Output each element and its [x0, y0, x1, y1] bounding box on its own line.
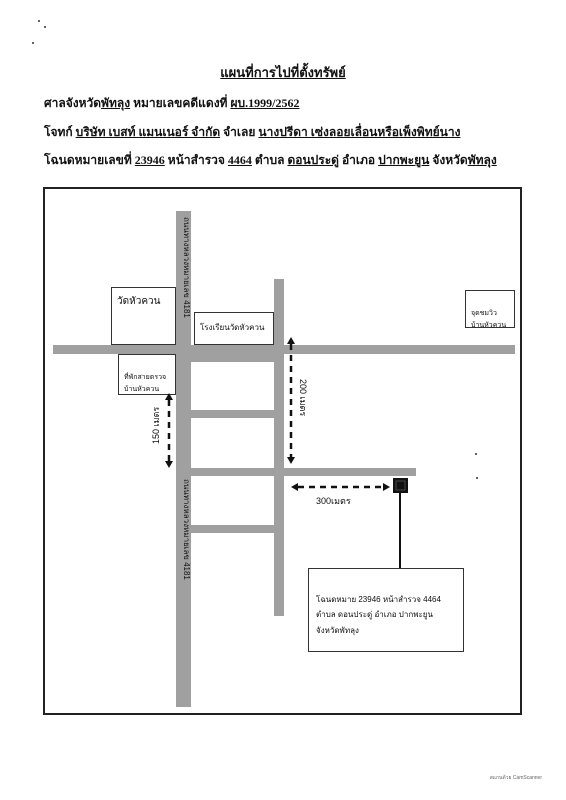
- scan-speck: [475, 453, 477, 455]
- page-title: แผนที่การไปที่ตั้งทรัพย์: [220, 65, 346, 80]
- temple-label: วัดหัวควน: [117, 296, 161, 307]
- scanner-watermark: สแกนด้วย CamScanner: [489, 775, 542, 781]
- survey-value: 4464: [227, 153, 252, 167]
- deed-line: [44, 151, 497, 170]
- arrowhead-up-200: [287, 337, 295, 344]
- scan-speck: [476, 477, 478, 479]
- distance-label-200: 200 เมตร: [298, 379, 308, 417]
- arrowhead-down-200: [287, 457, 295, 464]
- defendant-value: นางปรีดา เซ่งลอยเลื่อนหรือเพ็งพิทย์นาง: [258, 125, 461, 139]
- case-value: ผบ.1999/2562: [230, 96, 300, 110]
- subdistrict-label: ตำบล: [254, 153, 285, 167]
- property-info-text: โฉนดหมาย 23946 หน้าสำรวจ 4464 ตำบล ดอนประดู่ อำเภอ ปากพะยูน จังหวัดพัทลุง: [316, 595, 441, 635]
- province-value: พัทลุง: [467, 153, 497, 167]
- district-label: อำเภอ: [341, 153, 376, 167]
- court-line: [44, 94, 299, 113]
- police-box-label: ที่พักสายตรวจ บ้านหัวควน: [124, 373, 167, 394]
- subdistrict-value: ดอนประดู่: [287, 153, 339, 167]
- arrowhead-down-150: [165, 461, 173, 468]
- plaintiff-label: โจทก์: [44, 125, 73, 139]
- survey-label: หน้าสำรวจ: [167, 153, 225, 167]
- checkpoint-label: จุดชมวิว บ้านหัวควน: [471, 309, 507, 329]
- district-value: ปากพะยูน: [378, 153, 430, 167]
- defendant-label: จำเลย: [223, 125, 256, 139]
- scan-speck: [32, 42, 34, 44]
- school-label: โรงเรียนวัดหัวควน: [200, 323, 265, 332]
- scan-speck: [38, 20, 40, 22]
- case-label: หมายเลขคดีแดงที่: [133, 96, 228, 110]
- deed-label: โฉนดหมายเลขที่: [44, 153, 132, 167]
- arrowhead-right-300: [383, 483, 390, 491]
- scan-speck: [44, 26, 46, 28]
- property-marker: [393, 478, 408, 493]
- arrowhead-up-150: [165, 393, 173, 400]
- distance-label-150: 150 เมตร: [151, 406, 161, 444]
- court-value: พัทลุง: [101, 96, 131, 110]
- plaintiff-value: บริษัท เบสท์ แมนเนอร์ จำกัด: [75, 125, 221, 139]
- arrowhead-left-300: [291, 483, 298, 491]
- province-label: จังหวัด: [432, 153, 468, 167]
- distance-label-300: 300เมตร: [316, 496, 351, 506]
- highway-label-top: ถนนทางหลวงหมายเลข 4181: [182, 217, 191, 318]
- deed-value: 23946: [134, 153, 165, 167]
- parties-line: [44, 123, 460, 142]
- property-info-box: [308, 568, 464, 652]
- highway-label-bottom: ถนนทางหลวงหมายเลข 4181: [182, 479, 191, 580]
- location-map: [43, 187, 522, 715]
- court-label: ศาลจังหวัด: [44, 96, 102, 110]
